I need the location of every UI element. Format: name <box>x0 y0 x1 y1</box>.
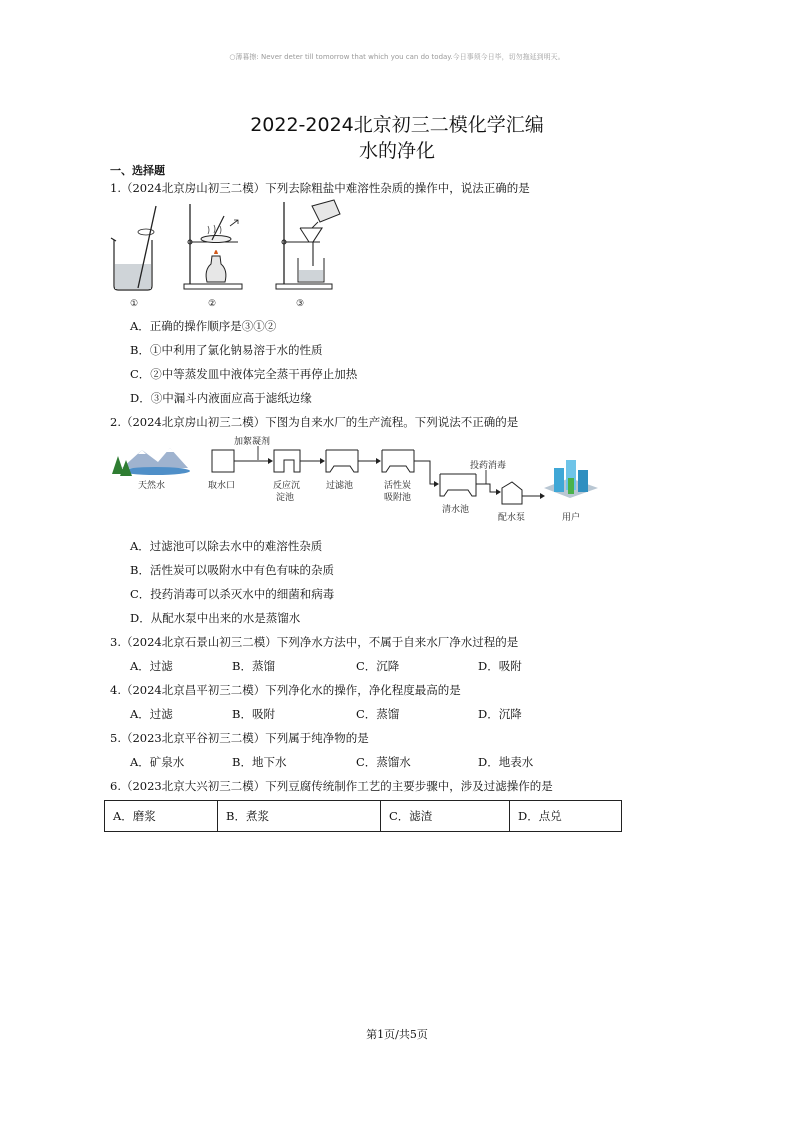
label-reaction-bottom: 淀池 <box>276 493 295 503</box>
option: C．②中等蒸发皿中液体完全蒸干再停止加热 <box>130 367 358 381</box>
option: B．地下水 <box>232 755 287 769</box>
beaker-stirring-figure <box>111 206 156 290</box>
option: D．吸附 <box>478 659 522 673</box>
option: B．蒸馏 <box>232 659 275 673</box>
option: D．③中漏斗内液面应高于滤纸边缘 <box>130 391 312 405</box>
mountain-lake-icon <box>112 448 190 476</box>
table-cell: C．滤渣 <box>381 801 510 832</box>
question-6-stem: 6.（2023北京大兴初三二模）下列豆腐传统制作工艺的主要步骤中，涉及过滤操作的是 <box>110 779 553 793</box>
option: D．沉降 <box>478 707 522 721</box>
question-4-stem: 4.（2024北京昌平初三二模）下列净化水的操作，净化程度最高的是 <box>110 683 461 697</box>
option: C．投药消毒可以杀灭水中的细菌和病毒 <box>130 587 335 601</box>
question-5-stem: 5.（2023北京平谷初三二模）下列属于纯净物的是 <box>110 731 369 745</box>
table-cell: B．煮浆 <box>218 801 381 832</box>
label-natural-water: 天然水 <box>138 481 166 491</box>
section-heading: 一、选择题 <box>110 164 165 177</box>
option: C．蒸馏水 <box>356 755 411 769</box>
city-buildings-icon <box>544 460 598 498</box>
option: C．蒸馏 <box>356 707 400 721</box>
evaporation-figure <box>184 204 242 289</box>
option: B．①中利用了氯化钠易溶于水的性质 <box>130 343 323 357</box>
option: B．吸附 <box>232 707 275 721</box>
label-disinfect: 投药消毒 <box>470 461 507 471</box>
label-carbon-bottom: 吸附池 <box>384 493 412 503</box>
figure-label: ② <box>208 299 217 309</box>
option: D．从配水泵中出来的水是蒸馏水 <box>130 611 301 625</box>
label-carbon-top: 活性炭 <box>384 481 412 491</box>
option: A．矿泉水 <box>130 755 185 769</box>
option: A．过滤池可以除去水中的难溶性杂质 <box>130 539 323 553</box>
filtration-figure <box>276 200 340 289</box>
table-cell: A．磨浆 <box>105 801 218 832</box>
question-3-stem: 3.（2024北京石景山初三二模）下列净水方法中，不属于自来水厂净水过程的是 <box>110 635 519 649</box>
label-clear: 清水池 <box>442 505 470 515</box>
label-reaction-top: 反应沉 <box>273 481 301 491</box>
water-plant-flow-diagram <box>108 434 608 530</box>
page-subtitle: 水的净化 <box>358 140 435 162</box>
page-footer: 第1页/共5页 <box>366 1028 428 1041</box>
option: A．正确的操作顺序是③①② <box>130 319 277 333</box>
label-user: 用户 <box>562 513 581 523</box>
label-pump: 配水泵 <box>498 513 526 523</box>
option: B．活性炭可以吸附水中有色有味的杂质 <box>130 563 334 577</box>
option: A．过滤 <box>130 707 173 721</box>
question-1-stem: 1.（2024北京房山初三二模）下列去除粗盐中难溶性杂质的操作中，说法正确的是 <box>110 181 530 195</box>
label-filter: 过滤池 <box>326 481 354 491</box>
q1-apparatus-figure <box>108 198 348 310</box>
watermark: ○薄暮擦: Never deter till tomorrow that which you can do today.今日事须今日毕，切勿拖延到明天。 <box>229 53 565 61</box>
q6-options-table <box>104 800 622 832</box>
label-coagulant: 加絮凝剂 <box>234 437 271 447</box>
table-cell: D．点兑 <box>510 801 622 832</box>
question-2-stem: 2.（2024北京房山初三二模）下图为自来水厂的生产流程。下列说法不正确的是 <box>110 415 519 429</box>
option: D．地表水 <box>478 755 534 769</box>
figure-label: ③ <box>296 299 305 309</box>
label-intake: 取水口 <box>208 481 236 491</box>
figure-label: ① <box>130 299 139 309</box>
option: C．沉降 <box>356 659 400 673</box>
page-title: 2022-2024北京初三二模化学汇编 <box>250 114 544 136</box>
option: A．过滤 <box>130 659 173 673</box>
